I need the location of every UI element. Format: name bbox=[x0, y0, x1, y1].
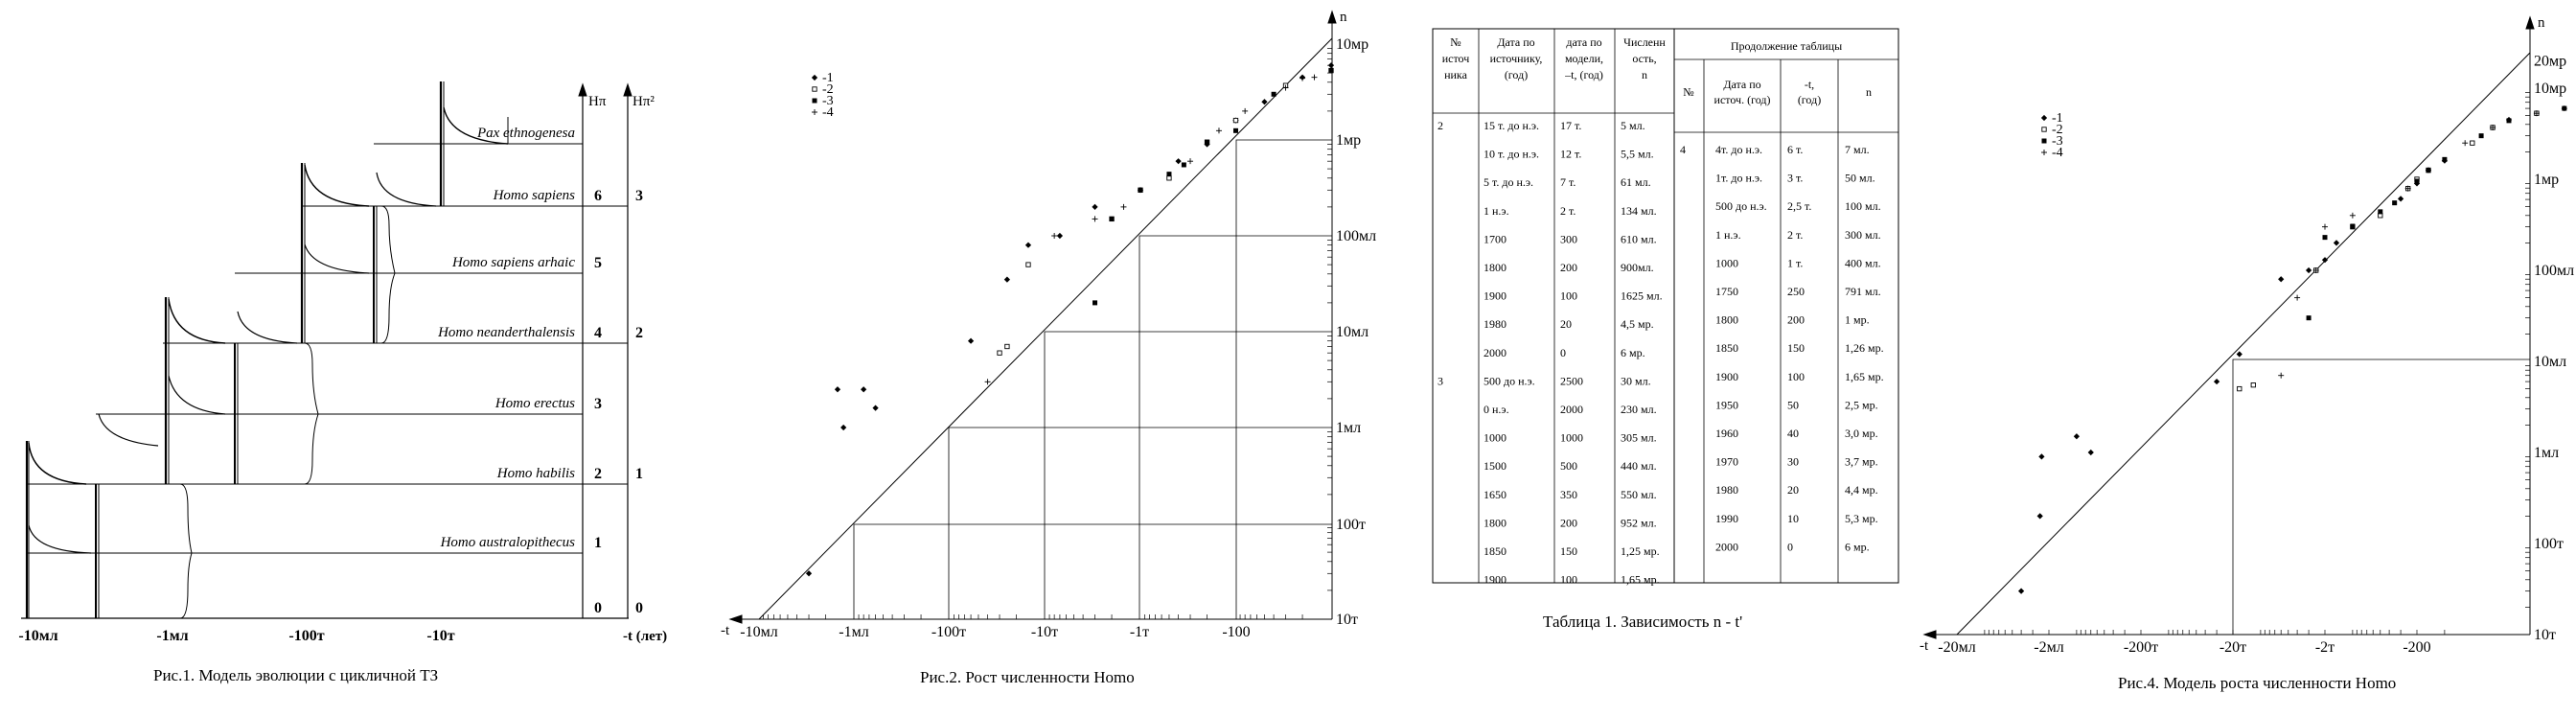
fig4-y-tick: 10мл bbox=[2534, 354, 2567, 370]
legend-label: -2 bbox=[2052, 123, 2063, 137]
scatter-point bbox=[2238, 386, 2242, 390]
table-source-number: 2 bbox=[1438, 119, 1443, 132]
table-cell: 1800 bbox=[1484, 261, 1506, 274]
table-cell: 1750 bbox=[1715, 285, 1738, 298]
table-header-cell: № bbox=[1450, 35, 1461, 49]
table-cell: 230 мл. bbox=[1621, 403, 1657, 416]
fig2-y-tick: 100мл bbox=[1336, 228, 1377, 244]
scatter-point bbox=[1216, 127, 1222, 133]
table-cell: 5,3 мр. bbox=[1845, 511, 1878, 525]
fig2-x-tick: -1мл bbox=[839, 624, 869, 640]
table-cell: 3,0 мр. bbox=[1845, 427, 1878, 440]
table-cell: 1700 bbox=[1484, 232, 1506, 246]
scatter-point bbox=[998, 351, 1001, 355]
scatter-point bbox=[1051, 233, 1057, 239]
table-cell: 2,5 мр. bbox=[1845, 398, 1878, 412]
fig4-x-tick: -20мл bbox=[1938, 639, 1976, 656]
legend-label: -4 bbox=[822, 105, 834, 120]
scatter-point bbox=[2398, 196, 2404, 201]
table-cell: 500 до н.э. bbox=[1484, 374, 1535, 388]
table-cell: 100 bbox=[1787, 369, 1805, 383]
scatter-point bbox=[1057, 233, 1063, 239]
fig4-y-tick: 100мл bbox=[2534, 263, 2575, 279]
fig1-x-tick: -10мл bbox=[18, 628, 58, 644]
figure-4-labels bbox=[1920, 15, 2574, 692]
scatter-point bbox=[1328, 62, 1334, 68]
table-cell: 500 до н.э. bbox=[1715, 199, 1767, 214]
fig2-caption: Рис.2. Рост численности Homo bbox=[920, 668, 1135, 686]
table-cell: 100 мл. bbox=[1845, 199, 1881, 214]
fig2-y-axis-label: n bbox=[1340, 10, 1347, 25]
table-cell: 550 мл. bbox=[1621, 487, 1657, 501]
fig4-caption: Рис.4. Модель роста численности Homo bbox=[2118, 674, 2397, 692]
scatter-point bbox=[1182, 162, 1186, 167]
scatter-point bbox=[1120, 204, 1126, 210]
scatter-point bbox=[2378, 209, 2382, 214]
scatter-point bbox=[813, 99, 817, 104]
scatter-point bbox=[2334, 240, 2339, 245]
table-cell: 2,5 т. bbox=[1787, 199, 1812, 214]
table-cell: 6 мр. bbox=[1621, 345, 1645, 359]
scatter-point bbox=[2042, 139, 2047, 144]
table-cell: 4,4 мр. bbox=[1845, 483, 1878, 497]
table-cell: 50 bbox=[1787, 398, 1799, 412]
scatter-point bbox=[1166, 172, 1171, 176]
table-cell: 5 мл. bbox=[1621, 119, 1645, 132]
fig1-h1-tick: 3 bbox=[594, 396, 602, 412]
fig1-caption: Рис.1. Модель эволюции с цикличной ТЗ bbox=[153, 666, 439, 684]
fig1-level-label: Homo neanderthalensis bbox=[438, 325, 575, 340]
figure-2-labels bbox=[721, 10, 1376, 686]
scatter-point bbox=[812, 75, 817, 81]
table-cell: 1000 bbox=[1715, 256, 1738, 270]
table-header-cell: -t, bbox=[1804, 78, 1815, 91]
scatter-point bbox=[1272, 92, 1276, 97]
table-cell: 15 т. до н.э. bbox=[1484, 119, 1540, 132]
figure-2 bbox=[730, 12, 1336, 623]
scatter-point bbox=[2442, 157, 2447, 162]
scatter-point bbox=[2322, 257, 2328, 263]
scatter-point bbox=[2041, 150, 2047, 155]
table-continuation-header: Продолжение таблицы bbox=[1730, 39, 1843, 53]
table-cell: 1980 bbox=[1484, 317, 1506, 332]
scatter-point bbox=[2278, 276, 2284, 282]
table-cell: 20 bbox=[1560, 317, 1572, 332]
fig4-y-tick: 100т bbox=[2534, 536, 2564, 552]
table-cell: 0 bbox=[1560, 345, 1566, 359]
table-header-cell: дата по bbox=[1566, 35, 1602, 49]
table-cell: 150 bbox=[1560, 544, 1577, 558]
table-header-cell: –t, (год) bbox=[1565, 68, 1603, 81]
fig2-y-ticks bbox=[1336, 36, 1376, 628]
table-cell: 1800 bbox=[1715, 312, 1738, 327]
scatter-point bbox=[2214, 379, 2220, 384]
scatter-point bbox=[1092, 300, 1097, 305]
table-header-cell: модели, bbox=[1564, 52, 1604, 65]
scatter-point bbox=[812, 109, 817, 115]
table-cell: 1990 bbox=[1715, 511, 1738, 525]
scatter-point bbox=[2392, 200, 2397, 205]
scatter-point bbox=[1300, 76, 1305, 81]
fig1-h1-tick: 0 bbox=[594, 600, 602, 616]
table-header-cell: (год) bbox=[1504, 68, 1529, 81]
fig1-x-tick: -1мл bbox=[156, 628, 189, 644]
table-cell: 1500 bbox=[1484, 459, 1506, 474]
fig2-y-tick: 100т bbox=[1336, 517, 1366, 533]
table-header-cell: n bbox=[1642, 68, 1647, 81]
fig4-y-tick: 1мр bbox=[2534, 172, 2560, 188]
table-cell: 134 мл. bbox=[1621, 203, 1657, 218]
table-cell: 1900 bbox=[1715, 369, 1738, 383]
scatter-point bbox=[1329, 68, 1334, 73]
fig1-h2-tick: 3 bbox=[635, 188, 643, 204]
scatter-point bbox=[2562, 106, 2566, 111]
table-cell: 2000 bbox=[1560, 403, 1583, 416]
scatter-point bbox=[2088, 450, 2094, 455]
fig2-x-tick: -10т bbox=[1030, 624, 1059, 640]
table-cell: 1960 bbox=[1715, 427, 1738, 440]
scatter-point bbox=[2074, 433, 2080, 439]
scatter-point bbox=[985, 379, 991, 384]
scatter-point bbox=[2251, 382, 2255, 386]
fig2-y-tick: 10т bbox=[1336, 612, 1358, 628]
scatter-point bbox=[2042, 127, 2046, 131]
table-cell: 1,25 мр. bbox=[1621, 544, 1660, 558]
scatter-point bbox=[1187, 158, 1193, 164]
table-source-number: 4 bbox=[1680, 143, 1686, 156]
fig1-level-label: Homo sapiens arhaic bbox=[451, 255, 575, 270]
table-cell: 500 bbox=[1560, 459, 1577, 474]
scatter-point bbox=[872, 405, 878, 410]
table-cell: 1850 bbox=[1715, 341, 1738, 356]
fig1-level-label: Homo sapiens bbox=[493, 188, 575, 203]
table-cell: 1 н.э. bbox=[1715, 227, 1741, 242]
table-cell: 0 bbox=[1787, 540, 1793, 554]
table-cell: 300 мл. bbox=[1845, 227, 1881, 242]
fig1-x-tick: -100т bbox=[288, 628, 325, 644]
table-header-cell: n bbox=[1866, 85, 1872, 99]
scatter-point bbox=[2307, 315, 2312, 320]
scatter-point bbox=[2041, 115, 2047, 121]
scatter-point bbox=[1167, 176, 1171, 180]
scatter-point bbox=[2350, 223, 2355, 228]
fig4-points bbox=[2018, 105, 2567, 594]
fig2-legend bbox=[812, 71, 834, 120]
table-cell: 7 мл. bbox=[1845, 143, 1870, 156]
table-cell: 1900 bbox=[1484, 289, 1506, 303]
fig4-x-tick: -20т bbox=[2219, 639, 2247, 656]
table-1-text bbox=[1438, 35, 1884, 631]
table-cell: 10 bbox=[1787, 511, 1799, 525]
table-cell: 3 т. bbox=[1787, 171, 1804, 185]
table-header-cell: ника bbox=[1444, 68, 1467, 81]
scatter-point bbox=[1242, 108, 1248, 114]
scatter-point bbox=[2237, 351, 2242, 357]
scatter-point bbox=[2322, 224, 2328, 230]
legend-label: -2 bbox=[822, 82, 834, 97]
table-cell: 300 bbox=[1560, 232, 1577, 246]
scatter-point bbox=[1005, 344, 1009, 348]
fig2-y-tick: 10мл bbox=[1336, 324, 1369, 340]
scatter-point bbox=[1233, 128, 1238, 133]
table-cell: 1970 bbox=[1715, 454, 1738, 469]
fig1-axis-h2: Hπ² bbox=[632, 94, 655, 109]
table-cell: 1,65 мр. bbox=[1845, 369, 1884, 383]
fig4-legend bbox=[2041, 111, 2063, 160]
table-cell: 100 bbox=[1560, 572, 1577, 587]
fig4-x-tick: -200 bbox=[2403, 639, 2431, 656]
scatter-point bbox=[1205, 140, 1209, 145]
scatter-point bbox=[1092, 204, 1097, 210]
fig4-y-tick: 10мр bbox=[2534, 81, 2567, 97]
scatter-point bbox=[2462, 140, 2468, 146]
table-cell: 5 т. до н.э. bbox=[1484, 175, 1534, 190]
table-cell: 1000 bbox=[1560, 430, 1583, 445]
table-cell: 791 мл. bbox=[1845, 285, 1881, 298]
fig4-x-tick: -2мл bbox=[2034, 639, 2064, 656]
figure-4 bbox=[1924, 17, 2534, 638]
table-cell: 900мл. bbox=[1621, 261, 1654, 274]
table-cell: 7 т. bbox=[1560, 175, 1576, 190]
fig1-h1-tick: 2 bbox=[594, 466, 602, 482]
fig2-x-tick: -10мл bbox=[740, 624, 778, 640]
scatter-point bbox=[968, 338, 974, 344]
table-cell: 1000 bbox=[1484, 430, 1506, 445]
fig1-h2-tick: 2 bbox=[635, 325, 643, 341]
table-cell: 6 т. bbox=[1787, 143, 1804, 156]
table-cell: 1 мр. bbox=[1845, 312, 1870, 327]
table-cell: 1650 bbox=[1484, 487, 1506, 501]
fig1-level-label: Pax ethnogenesa bbox=[476, 126, 575, 141]
table-cell: 4,5 мр. bbox=[1621, 317, 1654, 332]
figure-1-labels bbox=[153, 94, 667, 684]
table-cell: 440 мл. bbox=[1621, 459, 1657, 474]
table-header-cell: Дата по bbox=[1723, 78, 1761, 91]
table-cell: 61 мл. bbox=[1621, 175, 1651, 190]
table-cell: 1,65 мр. bbox=[1621, 572, 1660, 587]
fig1-h1-tick: 1 bbox=[594, 535, 602, 551]
scatter-point bbox=[2294, 295, 2300, 301]
fig4-y-tick: 10т bbox=[2534, 627, 2556, 643]
table-cell: 2000 bbox=[1715, 540, 1738, 554]
legend-label: -1 bbox=[822, 71, 834, 85]
table-cell: 150 bbox=[1787, 341, 1805, 356]
fig4-y-axis-label: n bbox=[2538, 15, 2545, 31]
scatter-point bbox=[835, 386, 840, 392]
table-cell: 50 мл. bbox=[1845, 171, 1875, 185]
table-cell: 200 bbox=[1560, 516, 1577, 530]
fig2-x-tick: -100 bbox=[1222, 624, 1251, 640]
fig4-x-axis-label: -t bbox=[1920, 638, 1929, 654]
table-cell: 2500 bbox=[1560, 374, 1583, 388]
table-cell: 2000 bbox=[1484, 345, 1506, 359]
table-cell: 30 bbox=[1787, 454, 1799, 469]
table-header-cell: источ bbox=[1441, 52, 1470, 65]
table-cell: 10 т. до н.э. bbox=[1484, 147, 1540, 161]
table-cell: 1900 bbox=[1484, 572, 1506, 587]
scatter-point bbox=[1175, 158, 1181, 164]
scatter-point bbox=[1026, 263, 1030, 266]
fig2-y-tick: 1мр bbox=[1336, 132, 1362, 149]
scatter-point bbox=[1092, 216, 1098, 221]
table-source-number: 3 bbox=[1438, 374, 1443, 388]
scatter-point bbox=[2323, 235, 2328, 240]
table-cell: 1800 bbox=[1484, 516, 1506, 530]
legend-label: -3 bbox=[822, 94, 834, 108]
fig1-level-label: Homo habilis bbox=[496, 466, 575, 481]
scatter-point bbox=[840, 425, 846, 430]
scatter-point bbox=[1233, 118, 1237, 122]
table-cell: 1950 bbox=[1715, 398, 1738, 412]
table-cell: 17 т. bbox=[1560, 119, 1582, 132]
table-cell: 0 н.э. bbox=[1484, 403, 1509, 416]
fig1-x-tick: -10т bbox=[426, 628, 455, 644]
fig1-h1-tick: 4 bbox=[594, 325, 602, 341]
figure-1-generated bbox=[18, 126, 643, 644]
scatter-point bbox=[1311, 75, 1317, 81]
table-cell: 40 bbox=[1787, 427, 1799, 440]
fig4-x-ticks bbox=[1938, 639, 2430, 656]
fig1-level-label: Homo erectus bbox=[494, 396, 575, 411]
scatter-point bbox=[1004, 276, 1010, 282]
table-cell: 12 т. bbox=[1560, 147, 1582, 161]
fig2-y-tick: 10мр bbox=[1336, 36, 1369, 53]
fig2-x-ticks bbox=[740, 624, 1250, 640]
scatter-point bbox=[2415, 179, 2420, 184]
legend-label: -1 bbox=[2052, 111, 2063, 126]
table-cell: 3,7 мр. bbox=[1845, 454, 1878, 469]
table-cell: 5,5 мл. bbox=[1621, 147, 1654, 161]
scatter-point bbox=[1138, 188, 1143, 193]
table-cell: 250 bbox=[1787, 285, 1805, 298]
table-cell: 1,26 мр. bbox=[1845, 341, 1884, 356]
table-header-cell: (год) bbox=[1797, 93, 1822, 106]
table-cell: 400 мл. bbox=[1845, 256, 1881, 270]
scatter-point bbox=[2471, 141, 2474, 145]
fig1-h1-tick: 6 bbox=[594, 188, 602, 204]
scatter-point bbox=[2037, 513, 2043, 519]
table-cell: 1850 bbox=[1484, 544, 1506, 558]
table-cell: 2 т. bbox=[1787, 227, 1804, 242]
table-header-cell: источ. (год) bbox=[1714, 93, 1771, 106]
table-header-cell: источнику, bbox=[1489, 52, 1543, 65]
table-cell: 350 bbox=[1560, 487, 1577, 501]
fig1-level-label: Homo australopithecus bbox=[440, 535, 575, 550]
table-cell: 1625 мл. bbox=[1621, 289, 1663, 303]
table-cell: 2 т. bbox=[1560, 203, 1576, 218]
table-caption: Таблица 1. Зависимость n - t' bbox=[1543, 613, 1743, 631]
scatter-point bbox=[2018, 589, 2024, 594]
scatter-point bbox=[1110, 217, 1115, 221]
scatter-point bbox=[2479, 133, 2484, 138]
table-header-cell: ость, bbox=[1632, 52, 1657, 65]
fig1-h1-tick: 5 bbox=[594, 255, 602, 271]
scatter-point bbox=[2038, 453, 2044, 459]
table-cell: 610 мл. bbox=[1621, 232, 1657, 246]
table-cell: 30 мл. bbox=[1621, 374, 1651, 388]
fig4-y-tick: 1мл bbox=[2534, 445, 2560, 461]
scatter-point bbox=[2507, 118, 2512, 123]
table-cell: 200 bbox=[1560, 261, 1577, 274]
scatter-point bbox=[2278, 373, 2284, 379]
fig1-h2-tick: 0 bbox=[635, 600, 643, 616]
table-cell: 305 мл. bbox=[1621, 430, 1657, 445]
fig2-points bbox=[806, 62, 1334, 576]
fig2-y-tick: 1мл bbox=[1336, 420, 1362, 436]
fig1-axis-h1: Hπ bbox=[588, 94, 607, 109]
table-cell: 20 bbox=[1787, 483, 1799, 497]
fig2-x-tick: -1т bbox=[1129, 624, 1150, 640]
fig4-x-tick: -200т bbox=[2123, 639, 2159, 656]
table-cell: 1 т. bbox=[1787, 256, 1804, 270]
fig1-h2-tick: 1 bbox=[635, 466, 643, 482]
scatter-point bbox=[2306, 267, 2312, 273]
fig2-x-tick: -100т bbox=[931, 624, 967, 640]
table-cell: 6 мр. bbox=[1845, 540, 1870, 554]
fig1-x-axis-label: -t (лет) bbox=[623, 629, 668, 644]
table-header-cell: Численн bbox=[1623, 35, 1666, 49]
table-header-cell: № bbox=[1683, 85, 1694, 99]
scatter-point bbox=[1261, 99, 1267, 104]
table-header-cell: Дата по bbox=[1497, 35, 1535, 49]
fig4-y-tick: 20мр bbox=[2534, 53, 2567, 70]
scatter-point bbox=[1025, 243, 1031, 248]
table-cell: 952 мл. bbox=[1621, 516, 1657, 530]
table-cell: 200 bbox=[1787, 312, 1805, 327]
legend-label: -3 bbox=[2052, 134, 2063, 149]
table-cell: 4т. до н.э. bbox=[1715, 143, 1763, 156]
fig2-x-axis-label: -t bbox=[721, 623, 730, 638]
scatter-point bbox=[813, 87, 816, 91]
table-cell: 1т. до н.э. bbox=[1715, 171, 1763, 185]
fig4-x-tick: -2т bbox=[2314, 639, 2335, 656]
table-cell: 1 н.э. bbox=[1484, 203, 1509, 218]
table-cell: 100 bbox=[1560, 289, 1577, 303]
scatter-point bbox=[861, 386, 866, 392]
scatter-point bbox=[2350, 213, 2356, 219]
table-cell: 1980 bbox=[1715, 483, 1738, 497]
fig4-y-ticks bbox=[2534, 53, 2574, 643]
legend-label: -4 bbox=[2052, 146, 2063, 160]
